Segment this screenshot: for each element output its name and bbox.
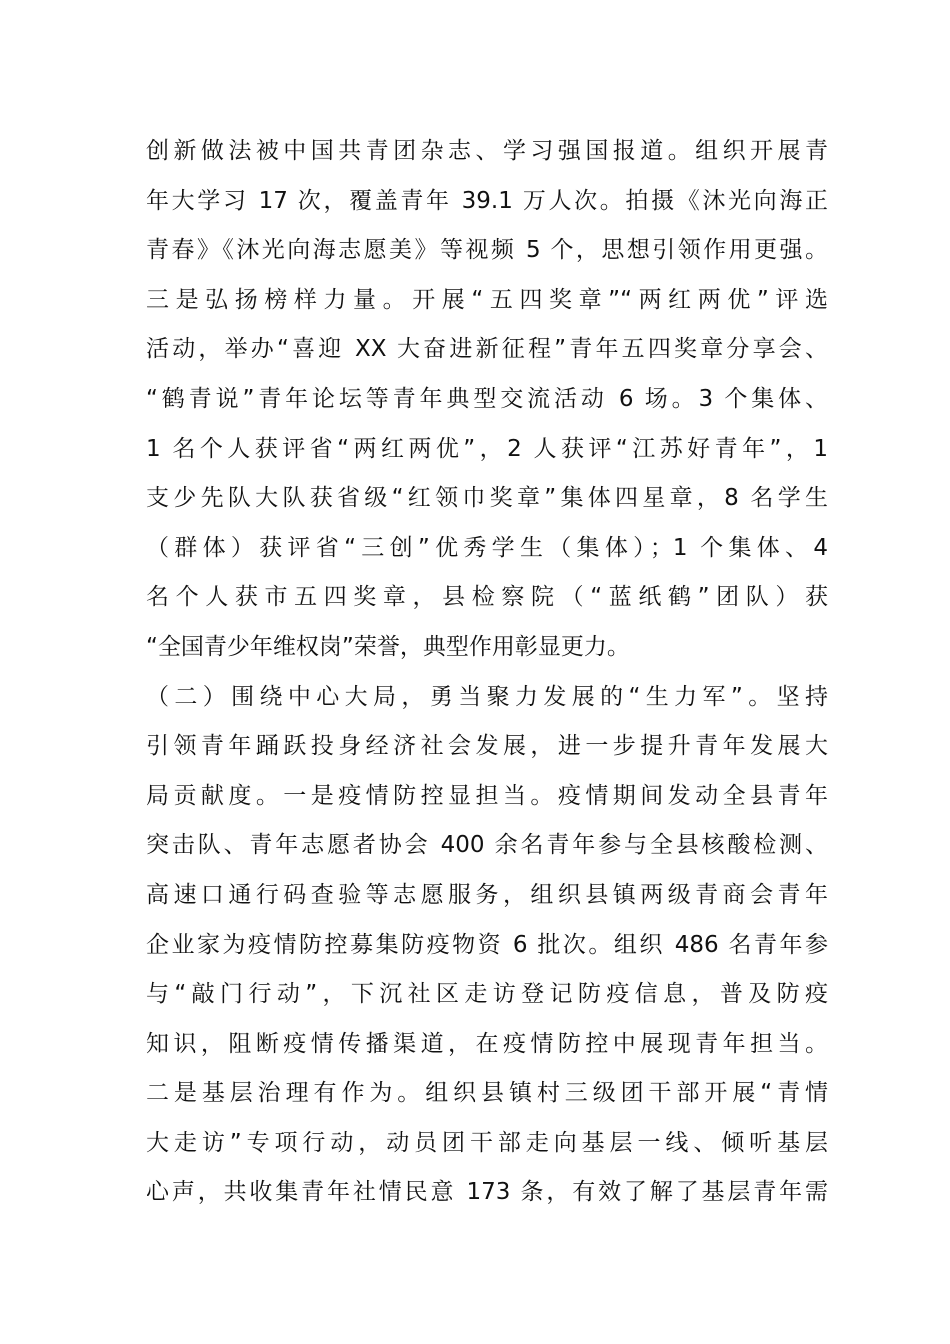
text-line: 高速口通行码查验等志愿服务，组织县镇两级青商会青年 — [146, 881, 828, 908]
text-line: “全国青少年维权岗”荣誉，典型作用彰显更力。 — [146, 633, 630, 660]
body-text — [146, 127, 828, 1218]
text-line: “鹤青说”青年论坛等青年典型交流活动 6 场。3 个集体、 — [146, 385, 828, 412]
text-line: 企业家为疫情防控募集防疫物资 6 批次。组织 486 名青年参 — [146, 931, 828, 958]
text-line: 年大学习 17 次，覆盖青年 39.1 万人次。拍摄《沐光向海正 — [146, 187, 828, 214]
text-line: 引领青年踊跃投身经济社会发展，进一步提升青年发展大 — [146, 733, 828, 760]
text-line: 三是弘扬榜样力量。开展“五四奖章”“两红两优”评选 — [146, 286, 828, 313]
text-line: 心声，共收集青年社情民意 173 条，有效了解了基层青年需 — [146, 1179, 828, 1206]
text-line: 突击队、青年志愿者协会 400 余名青年参与全县核酸检测、 — [146, 832, 828, 859]
text-line: 大走访”专项行动，动员团干部走向基层一线、倾听基层 — [146, 1129, 828, 1156]
text-line: 知识，阻断疫情传播渠道，在疫情防控中展现青年担当。 — [146, 1030, 828, 1057]
text-line: 支少先队大队获省级“红领巾奖章”集体四星章，8 名学生 — [146, 485, 828, 512]
text-line: （群体）获评省“三创”优秀学生（集体）；1 个集体、4 — [146, 534, 828, 561]
text-line: 局贡献度。一是疫情防控显担当。疫情期间发动全县青年 — [146, 782, 828, 809]
text-line: 1 名个人获评省“两红两优”，2 人获评“江苏好青年”，1 — [146, 435, 828, 462]
text-line: 与“敲门行动”，下沉社区走访登记防疫信息，普及防疫 — [146, 981, 828, 1008]
text-line: 青春》《沐光向海志愿美》等视频 5 个，思想引领作用更强。 — [146, 237, 828, 264]
text-line: 二是基层治理有作为。组织县镇村三级团干部开展“青情 — [146, 1080, 828, 1107]
text-line: （二）围绕中心大局，勇当聚力发展的“生力军”。坚持 — [146, 683, 828, 710]
text-line: 创新做法被中国共青团杂志、学习强国报道。组织开展青 — [146, 138, 828, 164]
text-line: 名个人获市五四奖章，县检察院（“蓝纸鹤”团队）获 — [146, 584, 828, 611]
text-line: 活动，举办“喜迎 XX 大奋进新征程”青年五四奖章分享会、 — [146, 336, 828, 363]
